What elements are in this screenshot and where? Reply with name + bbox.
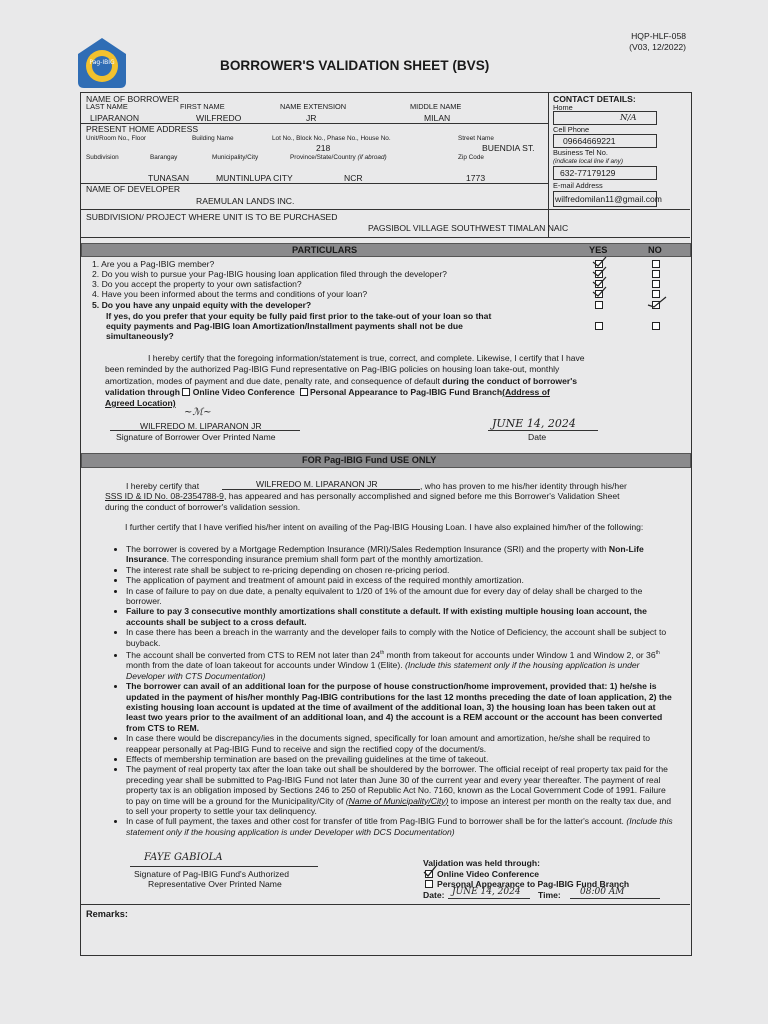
borrower-date: JUNE 14, 2024 <box>492 417 576 430</box>
held-date-label: Date: <box>423 890 445 900</box>
col-municipality: Municipality/City <box>212 154 259 161</box>
fund-bullet-3: • The application of payment and treatment of amount paid in excess of the required monthly amortization. <box>126 575 674 585</box>
fund-use-title: FOR Pag-IBIG Fund USE ONLY <box>302 455 437 465</box>
developer-section-label: NAME OF DEVELOPER <box>86 184 181 194</box>
project-name: PAGSIBOL VILLAGE SOUTHWEST TIMALAN NAIC <box>368 223 569 233</box>
col-building: Building Name <box>192 135 234 142</box>
borrower-middle-name: MILAN <box>424 113 451 123</box>
email-value: wilfredomilan11@gmail.com <box>555 194 662 204</box>
email-label: E-mail Address <box>553 181 603 190</box>
borrower-sig-caption: Signature of Borrower Over Printed Name <box>116 432 276 442</box>
fund-bullet-5: • Failure to pay 3 consecutive monthly amortizations shall constitute a default. If with existing multiple housing loan account, the accounts shall be subject to a cross default. <box>126 606 674 627</box>
cell-label: Cell Phone <box>553 125 590 134</box>
developer-name: RAEMULAN LANDS INC. <box>196 196 295 206</box>
fund-bullets <box>114 544 674 837</box>
fund-p1-name: WILFREDO M. LIPARANON JR <box>256 479 378 489</box>
no-header: NO <box>648 245 662 255</box>
col-subdivision: Subdivision <box>86 154 119 161</box>
home-value: N/A <box>620 113 637 123</box>
pag-ibig-logo <box>74 34 130 90</box>
fund-bullet-11: • The payment of real property tax after the loan take out shall be shouldered by the borrower. The official receipt of real property tax paid for the preceding year shall be submitted to Pag-IBIG Fund not later than June 30 of the current year and every year thereafter. The payment of real property tax is an obligation imposed by Sections 246 to 250 of Republic Act No. 7160, known as the Local Government Code of 1991. Failure to pay on time will be a ground for the Municipality/City of (Name of Municipality/City) to impose an interest per month on the realty tax due, and to sell your property to settle your tax delinquency. <box>126 764 674 816</box>
particular-sub-q3: simultaneously? <box>106 331 174 341</box>
page-title: BORROWER'S VALIDATION SHEET (BVS) <box>220 58 490 73</box>
address-municipality: MUNTINLUPA CITY <box>216 173 293 183</box>
form-version: (V03, 12/2022) <box>629 42 686 52</box>
cert-line-1: I hereby certify that the foregoing information/statement is true, correct, and complete. Likewise, I certify that I have <box>148 353 585 363</box>
contact-title: CONTACT DETAILS: <box>553 94 636 104</box>
business-note: (indicate local line if any) <box>553 158 623 165</box>
home-field <box>553 111 657 125</box>
held-personal-checkbox[interactable] <box>425 880 433 888</box>
held-check-icon <box>422 864 438 878</box>
col-street: Street Name <box>458 135 494 142</box>
col-middle-name: MIDDLE NAME <box>410 102 462 111</box>
fund-p1-mid: , who has proven to me his/her identity through his/her <box>420 481 627 491</box>
address-zip: 1773 <box>466 173 486 183</box>
rep-caption-1: Signature of Pag-IBIG Fund's Authorized <box>134 869 289 879</box>
particular-item-2: 2. Do you wish to pursue your Pag-IBIG housing loan application filed through the developer? <box>92 269 447 279</box>
cell-value: 09664669221 <box>563 136 616 146</box>
fund-p2: I further certify that I have verified his/her intent on availing of the Pag-IBIG Housing Loan. I have also explained him/her of the following: <box>125 522 644 532</box>
check-marks-icon <box>590 255 680 315</box>
business-value: 632-77179129 <box>560 168 616 178</box>
address-lot: 218 <box>316 143 331 153</box>
yes-header: YES <box>589 245 608 255</box>
fund-bullet-9: • In case there would be discrepancy/ies in the documents signed, specifically for loan amount and amortization, he/she shall be required to reappear personally at Pag-IBIG Fund to receive and sign the rectified copy of the document/s. <box>126 733 674 754</box>
col-province: Province/State/Country (if abroad) <box>290 154 387 161</box>
cert-line-2: been reminded by the authorized Pag-IBIG Fund representative on Pag-IBIG policies on housing loan take-out, monthly <box>105 364 560 374</box>
particular-sub-q1: If yes, do you prefer that your equity be fully paid first prior to the take-out of your loan so that <box>106 311 492 321</box>
address-province: NCR <box>344 173 363 183</box>
cert-personal-checkbox[interactable] <box>300 388 308 396</box>
col-name-extension: NAME EXTENSION <box>280 102 347 111</box>
address-street: BUENDIA ST. <box>482 143 535 153</box>
fund-p1-line3: during the conduct of borrower's validation session. <box>105 502 301 512</box>
address-barangay: TUNASAN <box>148 173 190 183</box>
col-unit: Unit/Room No., Floor <box>86 135 147 142</box>
address-section-label: PRESENT HOME ADDRESS <box>86 124 199 134</box>
fund-bullet-8: • The borrower can avail of an additional loan for the purpose of house construction/home improvement, provided that: 1) he/she is updated in the payment of his/her monthly Pag-IBIG contributions for the last 12 months preceding the date of loan application, 2) the existing housing loan account is updated at the time of availment of the additional loan, 3) the housing loan has been taken out at least two years prior to the availment of an additional loan, and 4) the account is a REM account or the account has been converted from CTS to REM. <box>126 681 674 733</box>
borrower-section-label: NAME OF BORROWER <box>86 94 180 104</box>
business-label: Business Tel No. <box>553 148 608 157</box>
col-barangay: Barangay <box>150 154 178 161</box>
fund-bullet-1: • The borrower is covered by a Mortgage Redemption Insurance (MRI)/Sales Redemption Insurance (SRI) and the property with Non-Life Insurance. The corresponding insurance premium shall form part of the monthly amortization. <box>126 544 674 565</box>
cert-line-4: validation through Online Video Conference Personal Appearance to Pag-IBIG Fund Branch(Address of <box>105 387 550 397</box>
held-online-label: Online Video Conference <box>437 869 540 879</box>
held-date-value: JUNE 14, 2024 <box>452 887 521 897</box>
held-time-label: Time: <box>538 890 561 900</box>
particulars-title: PARTICULARS <box>292 245 358 255</box>
no-checkbox-6[interactable] <box>652 322 660 330</box>
borrower-first-name: WILFREDO <box>196 113 242 123</box>
home-label: Home <box>553 103 573 112</box>
yes-checkbox-6[interactable] <box>595 322 603 330</box>
particular-item-5: 5. Do you have any unpaid equity with the developer? <box>92 300 312 310</box>
form-code: HQP-HLF-058 <box>631 31 686 41</box>
fund-bullet-6: • In case there has been a breach in the warranty and the developer fails to comply with the Notice of Deficiency, the account shall be subject to buyback. <box>126 627 674 648</box>
particular-item-1: 1. Are you a Pag-IBIG member? <box>92 259 215 269</box>
fund-bullet-2: • The interest rate shall be subject to re-pricing depending on chosen re-pricing period. <box>126 565 674 575</box>
cert-online-checkbox[interactable] <box>182 388 190 396</box>
particular-sub-q2: equity payments and Pag-IBIG loan Amortization/Installment payments shall not be due <box>106 321 463 331</box>
borrower-printed-name: WILFREDO M. LIPARANON JR <box>140 421 262 431</box>
cert-line-5: Agreed Location) <box>105 398 176 408</box>
col-last-name: LAST NAME <box>86 102 128 111</box>
date-caption: Date <box>528 432 547 442</box>
borrower-signature-icon: ~ℳ~ <box>184 407 212 418</box>
cert-line-3: amortization, modes of payment and due date, penalty rate, and consequence of default during the conduct of borrower's <box>105 376 578 386</box>
project-section-label: SUBDIVISION/ PROJECT WHERE UNIT IS TO BE PURCHASED <box>86 212 338 222</box>
col-zip: Zip Code <box>458 154 484 161</box>
fund-bullet-12: • In case of full payment, the taxes and other cost for transfer of title from Pag-IBIG Fund to borrower shall be for the latter's account. (Include this statement only if the housing application is under Developer with DCS Documentation) <box>126 816 674 837</box>
borrower-last-name: LIPARANON <box>90 113 140 123</box>
fund-bullet-10: • Effects of membership termination are based on the prevailing guidelines at the time of takeout. <box>126 754 674 764</box>
held-personal-label: Personal Appearance to Pag-IBIG Fund Branch <box>437 879 630 889</box>
fund-bullet-7: • The account shall be converted from CTS to REM not later than 24th month from takeout for accounts under Window 1 and Window 2, or 36th month from the date of loan takeout for accounts under Window 1 (Elite). (Include this statement only if the housing application is under Developer with CTS Documentation) <box>126 648 674 681</box>
particular-item-3: 3. Do you accept the property to your own satisfaction? <box>92 279 302 289</box>
fund-p1-line2: SSS ID & ID No. 08-2354788-9, has appeared and has personally accomplished and signed before me this Borrower's Validation Sheet <box>105 491 620 501</box>
rep-signature: FAYE GABIOLA <box>144 852 223 863</box>
fund-bullet-4: • In case of failure to pay on due date, a penalty equivalent to 1/20 of 1% of the amount due for every day of delay shall be charged to the borrower. <box>126 586 674 607</box>
logo-text: Pag-IBIG <box>89 59 115 66</box>
remarks-label: Remarks: <box>86 909 128 919</box>
held-time-value: 08:00 AM <box>580 887 625 897</box>
held-title: Validation was held through: <box>423 858 540 868</box>
rep-caption-2: Representative Over Printed Name <box>148 879 282 889</box>
col-first-name: FIRST NAME <box>180 102 225 111</box>
particular-item-4: 4. Have you been informed about the terms and conditions of your loan? <box>92 289 368 299</box>
fund-p1-start: I hereby certify that <box>126 481 200 491</box>
col-lot: Lot No., Block No., Phase No., House No. <box>272 135 391 142</box>
borrower-name-extension: JR <box>306 113 317 123</box>
